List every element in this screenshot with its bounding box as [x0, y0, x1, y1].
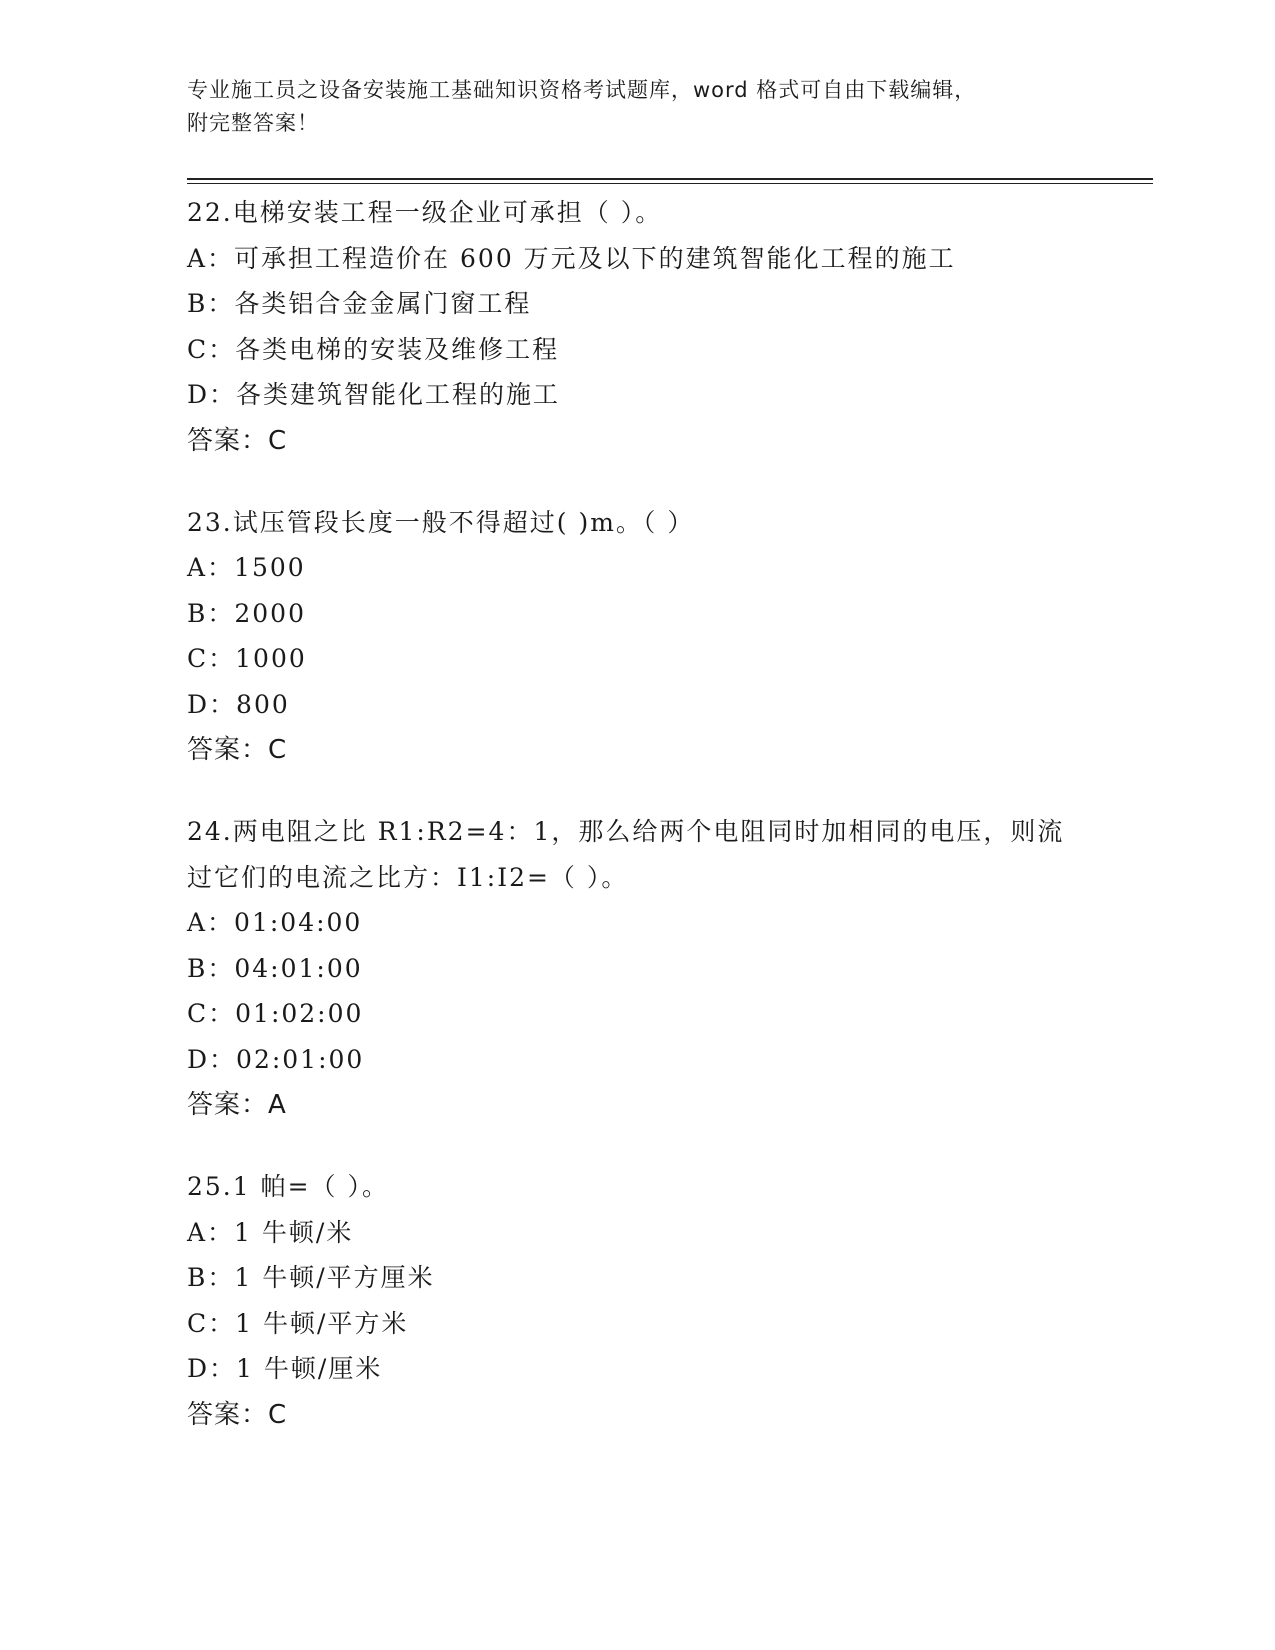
option-a: A：1500 — [187, 553, 306, 582]
question-22 — [187, 190, 1147, 464]
option-d: D：02:01:00 — [187, 1044, 365, 1074]
option-a: A：可承担工程造价在 600 万元及以下的建筑智能化工程的施工 — [187, 243, 956, 273]
question-stem: 25.1 帕=（ ）。 — [187, 1172, 390, 1201]
question-24 — [187, 809, 1147, 1128]
option-c: C：1 牛顿/平方米 — [187, 1308, 409, 1338]
question-23 — [187, 500, 1147, 774]
question-list — [187, 190, 1147, 1474]
option-d: D：各类建筑智能化工程的施工 — [187, 380, 561, 409]
document-header — [187, 74, 1087, 140]
option-a: A：01:04:00 — [187, 908, 363, 937]
option-c: C：各类电梯的安装及维修工程 — [187, 334, 560, 364]
header-divider-thick — [187, 178, 1153, 180]
option-d: D：800 — [187, 689, 290, 719]
option-b: B：2000 — [187, 598, 306, 628]
option-a: A：1 牛顿/米 — [187, 1217, 354, 1247]
question-25 — [187, 1164, 1147, 1438]
header-divider-thin — [187, 183, 1153, 184]
answer-label: 答案：A — [187, 1090, 287, 1120]
answer-label: 答案：C — [187, 1399, 288, 1430]
question-stem: 22.电梯安装工程一级企业可承担（ ）。 — [187, 198, 663, 227]
option-b: B：04:01:00 — [187, 953, 363, 983]
answer-label: 答案：C — [187, 735, 288, 765]
header-line-1: 专业施工员之设备安装施工基础知识资格考试题库，word 格式可自由下载编辑， — [187, 78, 977, 102]
option-b: B：1 牛顿/平方厘米 — [187, 1263, 435, 1292]
option-c: C：1000 — [187, 644, 307, 673]
header-line-2: 附完整答案！ — [187, 111, 319, 135]
question-stem: 23.试压管段长度一般不得超过( )m。（ ） — [187, 507, 695, 537]
answer-label: 答案：C — [187, 425, 288, 456]
option-c: C：01:02:00 — [187, 999, 364, 1028]
option-d: D：1 牛顿/厘米 — [187, 1354, 383, 1383]
question-stem-line-1: 24.两电阻之比 R1:R2=4：1，那么给两个电阻同时加相同的电压，则流 — [187, 817, 1065, 846]
option-b: B：各类铝合金金属门窗工程 — [187, 289, 532, 318]
question-stem-line-2: 过它们的电流之比方：I1:I2=（ ）。 — [187, 862, 629, 892]
